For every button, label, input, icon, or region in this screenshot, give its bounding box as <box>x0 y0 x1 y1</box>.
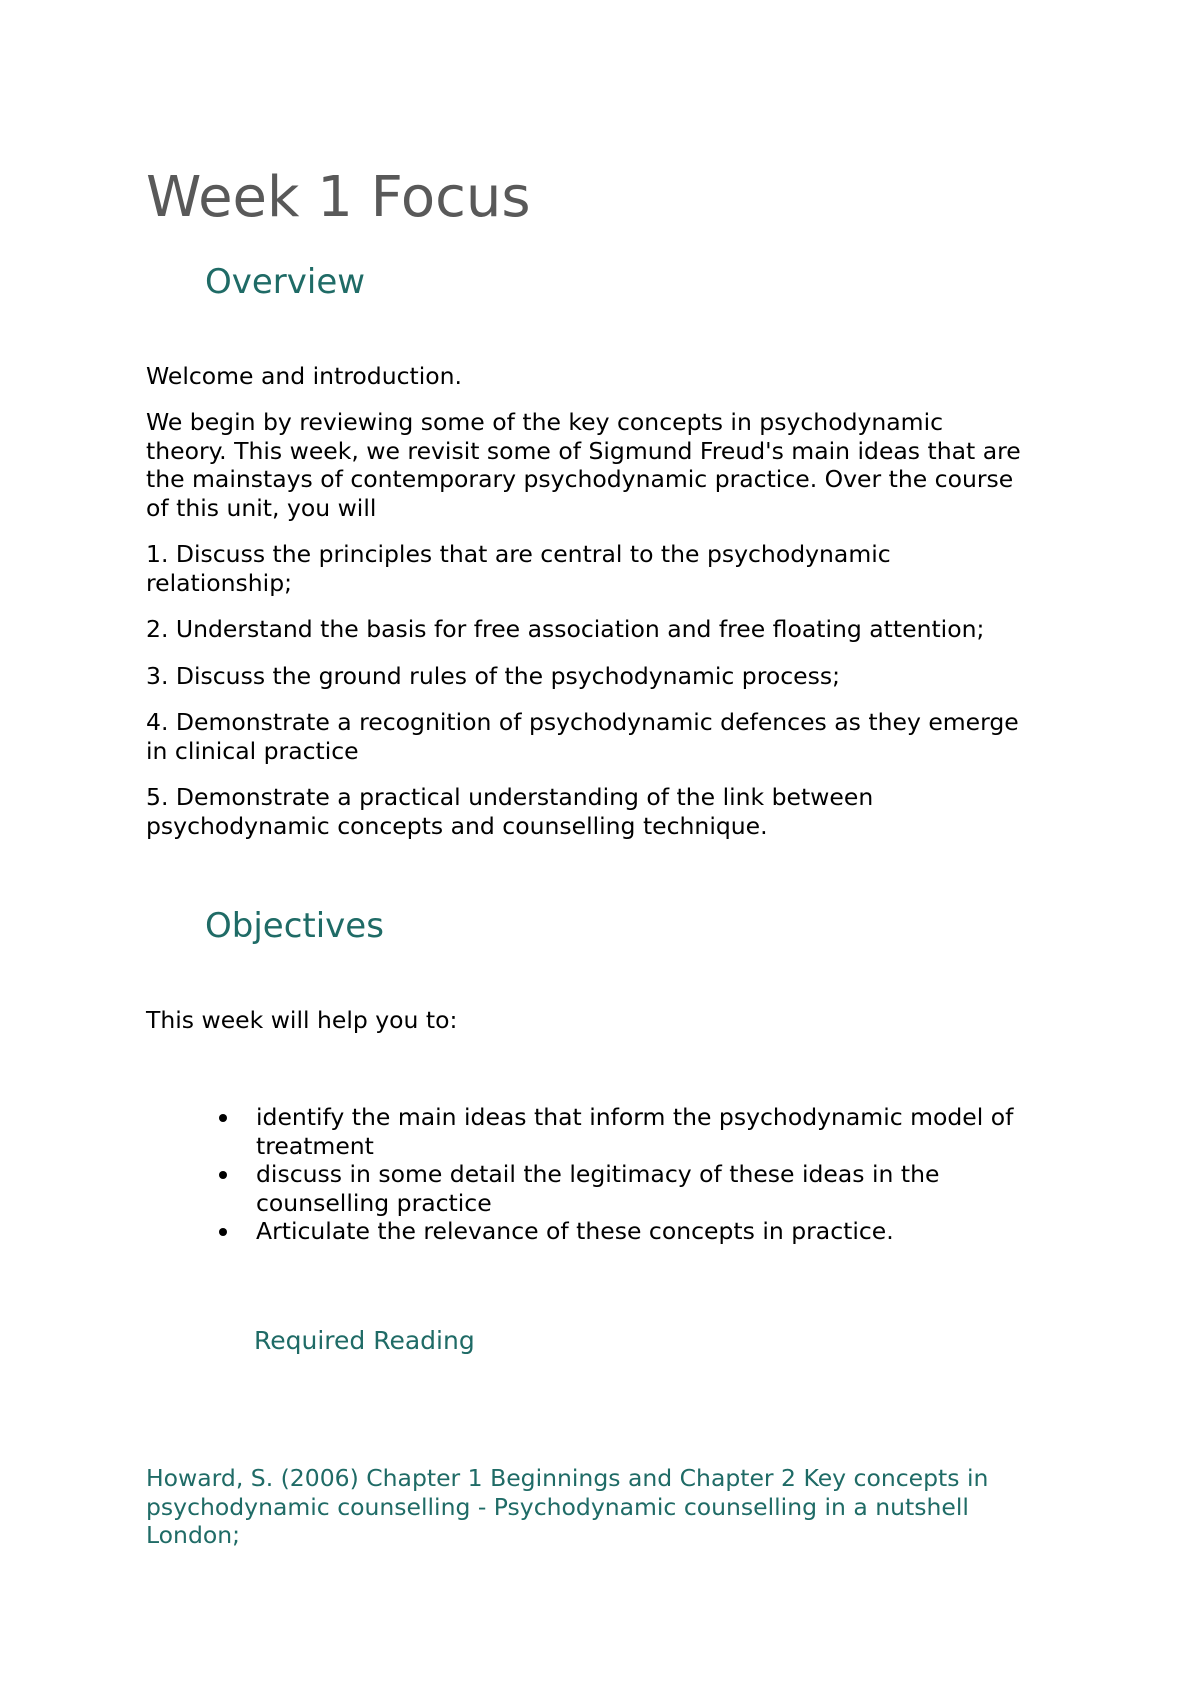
list-item-line: identify the main ideas that inform the psychodynamic model of <box>256 1103 1014 1131</box>
list-item <box>146 1103 1066 1160</box>
outcome-line: in clinical practice <box>146 736 359 765</box>
bullet-icon <box>219 1114 227 1122</box>
list-item-line: treatment <box>256 1131 374 1160</box>
list-item-line: Articulate the relevance of these concepts in practice. <box>256 1217 894 1245</box>
outcome-line: 5. Demonstrate a practical understanding of the link between <box>146 783 874 811</box>
outcome-item-2 <box>146 615 1066 644</box>
list-item <box>146 1160 1066 1217</box>
bullet-icon <box>219 1228 227 1236</box>
objectives-lead-line: This week will help you to: <box>146 1006 458 1034</box>
bullet-icon <box>219 1171 227 1179</box>
list-item-line: counselling practice <box>256 1188 492 1217</box>
outcome-line: 1. Discuss the principles that are central to the psychodynamic <box>146 540 891 568</box>
outcome-line: 3. Discuss the ground rules of the psychodynamic process; <box>146 662 841 690</box>
intro-line: theory. This week, we revisit some of Sigmund Freud's main ideas that are <box>146 436 1021 465</box>
outcome-item-5 <box>146 783 1066 840</box>
outcome-line: relationship; <box>146 568 293 597</box>
objectives-lead <box>146 1006 1066 1035</box>
outcome-line: 2. Understand the basis for free association and free floating attention; <box>146 615 985 643</box>
outcome-line: psychodynamic concepts and counselling technique. <box>146 811 768 840</box>
reference-line: Howard, S. (2006) Chapter 1 Beginnings and Chapter 2 Key concepts in <box>146 1464 989 1492</box>
outcome-line: 4. Demonstrate a recognition of psychodynamic defences as they emerge <box>146 708 1019 736</box>
page-title: Week 1 Focus <box>146 165 531 230</box>
outcome-item-4 <box>146 708 1066 765</box>
objectives-heading: Objectives <box>205 906 384 946</box>
required-reading-heading: Required Reading <box>254 1326 475 1355</box>
welcome-line: Welcome and introduction. <box>146 362 463 390</box>
objectives-list <box>146 1103 1066 1246</box>
outcome-item-1 <box>146 540 1066 597</box>
intro-line: of this unit, you will <box>146 493 377 522</box>
reading-reference <box>146 1464 988 1550</box>
intro-paragraph <box>146 408 1066 522</box>
reference-line: psychodynamic counselling - Psychodynamic counselling in a nutshell <box>146 1492 969 1521</box>
reference-line: London; <box>146 1521 241 1549</box>
welcome-text <box>146 362 1066 391</box>
intro-line: the mainstays of contemporary psychodynamic practice. Over the course <box>146 465 1014 493</box>
overview-heading: Overview <box>205 262 366 302</box>
intro-line: We begin by reviewing some of the key concepts in psychodynamic <box>146 408 944 436</box>
outcome-item-3 <box>146 662 1066 691</box>
list-item <box>146 1217 1066 1246</box>
list-item-line: discuss in some detail the legitimacy of these ideas in the <box>256 1160 940 1188</box>
